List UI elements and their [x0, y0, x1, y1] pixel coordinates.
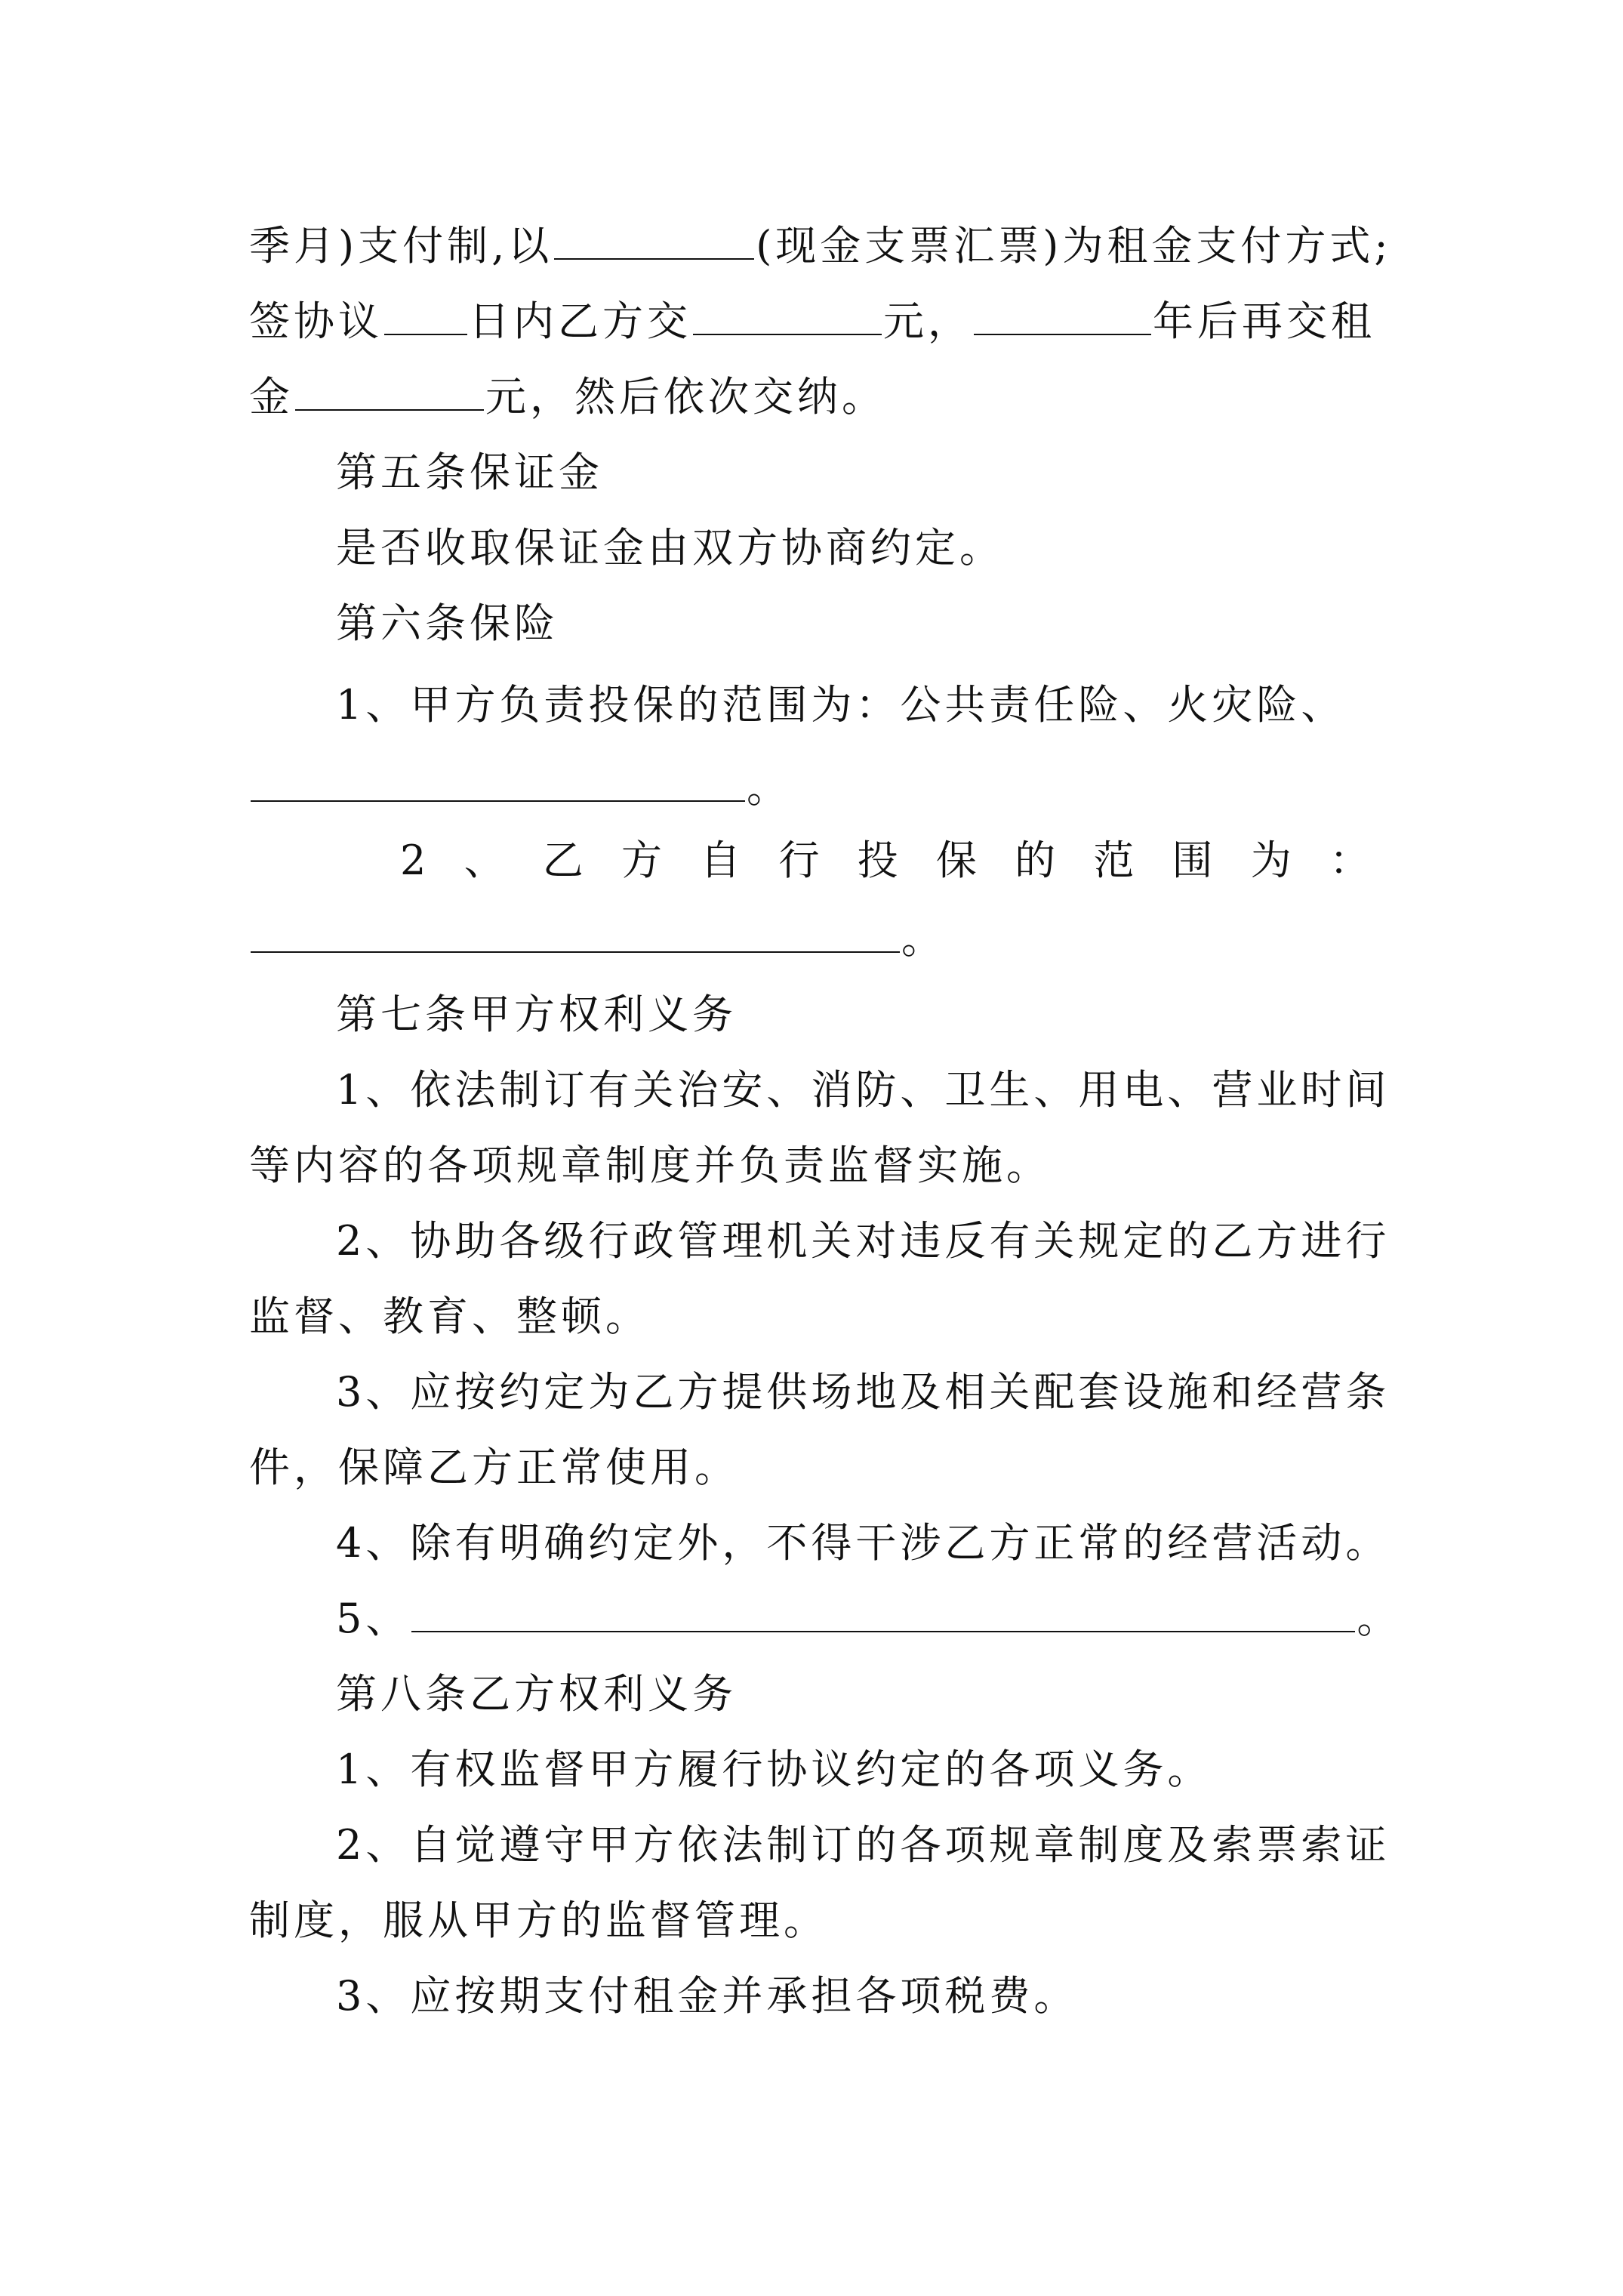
fill-blank [251, 766, 745, 802]
article-5-title: 第五条保证金 [336, 448, 603, 496]
spread-char: 自 [700, 837, 745, 884]
text-segment: 。 [901, 915, 946, 963]
fill-blank [974, 299, 1151, 335]
text-segment: 金 [249, 373, 294, 421]
text-segment: 季月)支付制,以 [249, 222, 553, 270]
article-7-item-5 [336, 1596, 1476, 1641]
spread-char: 、 [463, 837, 509, 884]
spread-char: 范 [1093, 837, 1138, 884]
text-segment: 日内乙方交 [469, 297, 691, 345]
article-8-item-2: 2、自觉遵守甲方依法制订的各项规章制度及索票索证 [336, 1821, 1390, 1869]
text-segment: 。 [1357, 1595, 1402, 1642]
text-segment: 。 [747, 764, 791, 812]
article-6-title: 第六条保险 [336, 599, 559, 647]
spread-char: 围 [1172, 837, 1217, 884]
text-segment: 年后再交租 [1153, 297, 1375, 345]
article-7-item-3: 3、应按约定为乙方提供场地及相关配套设施和经营条 [336, 1368, 1390, 1416]
fill-blank [251, 917, 900, 953]
text-line [249, 374, 1389, 420]
spread-char: 的 [1015, 837, 1060, 884]
text-line [249, 222, 1392, 270]
fill-blank [384, 299, 467, 335]
text-segment: 元， [883, 297, 972, 345]
fill-blank [554, 223, 754, 260]
text-line [249, 299, 1389, 344]
text-segment: (现金支票汇票)为租金支付方式; [756, 222, 1392, 270]
article-8-item-1: 1、有权监督甲方履行协议约定的各项义务。 [336, 1746, 1212, 1793]
article-7-title: 第七条甲方权利义务 [336, 991, 737, 1038]
article-8-item-3: 3、应按期支付租金并承担各项税费。 [336, 1972, 1079, 2020]
article-7-item-3-cont: 件，保障乙方正常使用。 [249, 1444, 739, 1491]
spread-char: 投 [857, 837, 902, 884]
text-line [249, 917, 1389, 962]
article-7-item-2: 2、协助各级行政管理机关对违反有关规定的乙方进行 [336, 1217, 1390, 1265]
text-segment: 元，然后依次交纳。 [485, 373, 886, 421]
article-8-item-2-cont: 制度，服从甲方的监督管理。 [249, 1897, 828, 1944]
article-7-item-1: 1、依法制订有关治安、消防、卫生、用电、营业时间 [336, 1066, 1390, 1114]
fill-blank [295, 374, 484, 411]
text-segment: 签协议 [249, 297, 383, 345]
article-8-title: 第八条乙方权利义务 [336, 1670, 737, 1718]
spread-char: 行 [778, 837, 824, 884]
fill-blank [693, 299, 882, 335]
spread-char: 方 [621, 837, 667, 884]
article-7-item-2-cont: 监督、教育、整顿。 [249, 1293, 650, 1340]
spread-char: 2 [400, 837, 430, 884]
fill-blank [411, 1596, 1355, 1632]
article-7-item-1-cont: 等内容的各项规章制度并负责监督实施。 [249, 1142, 1051, 1189]
article-6-item-2 [249, 838, 1374, 883]
text-line [249, 766, 1389, 811]
spread-char: 为 [1250, 837, 1295, 884]
spread-char: 保 [935, 837, 981, 884]
spread-char: 乙 [542, 837, 587, 884]
article-7-item-4: 4、除有明确约定外，不得干涉乙方正常的经营活动。 [336, 1519, 1390, 1567]
spread-char: ： [1329, 837, 1374, 884]
article-6-item-1: 1、甲方负责投保的范围为：公共责任险、火灾险、 [336, 681, 1346, 729]
text-segment: 5、 [336, 1595, 411, 1642]
article-5-body: 是否收取保证金由双方协商约定。 [336, 524, 1004, 572]
